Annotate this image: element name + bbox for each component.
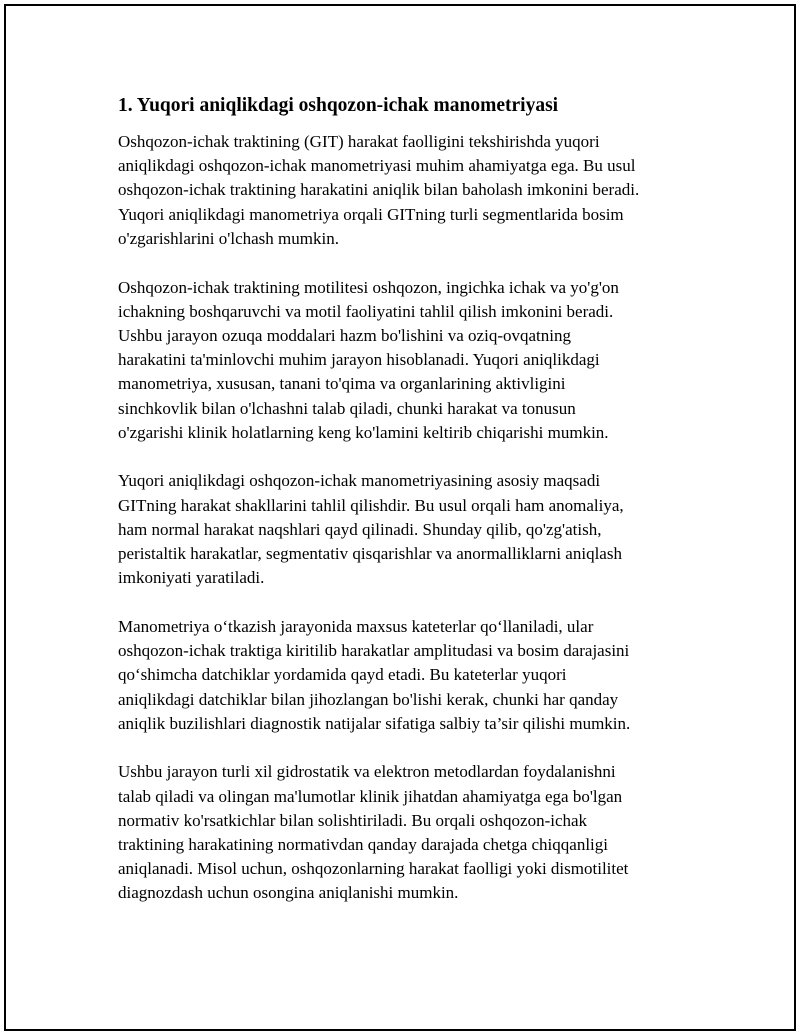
text-line: Yuqori aniqlikdagi oshqozon-ichak manometriyasining asosiy maqsadi: [118, 471, 601, 491]
text-line: qo‘shimcha datchiklar yordamida qayd etadi. Bu kateterlar yuqori: [118, 665, 567, 685]
text-line: Oshqozon-ichak traktining (GIT) harakat faolligini tekshirishda yuqori: [118, 132, 600, 151]
paragraph-4: [118, 615, 698, 736]
paragraph-3: [118, 469, 698, 590]
text-line: Ushbu jarayon turli xil gidrostatik va elektron metodlardan foydalanishni: [118, 762, 616, 782]
text-line: imkoniyati yaratiladi.: [118, 568, 265, 588]
text-line: aniqlanadi. Misol uchun, oshqozonlarning harakat faolligi yoki dismotilitet: [118, 859, 629, 879]
text-line: o'zgarishlarini o'lchash mumkin.: [118, 228, 339, 248]
paragraph-2: [118, 276, 698, 445]
text-line: oshqozon-ichak traktiga kiritilib harakatlar amplitudasi va bosim darajasini: [118, 641, 630, 661]
text-line: manometriya, xususan, tanani to'qima va organlarining aktivligini: [118, 374, 566, 394]
text-line: normativ ko'rsatkichlar bilan solishtiriladi. Bu orqali oshqozon-ichak: [118, 810, 588, 830]
paragraph-1: [118, 130, 698, 251]
text-line: Ushbu jarayon ozuqa moddalari hazm bo'lishini va oziq-ovqatning: [118, 325, 571, 345]
text-line: Oshqozon-ichak traktining motilitesi oshqozon, ingichka ichak va yo'g'on: [118, 277, 619, 297]
text-line: peristaltik harakatlar, segmentativ qisqarishlar va anormalliklarni aniqlash: [118, 544, 622, 564]
document-body: [118, 92, 698, 930]
text-line: sinchkovlik bilan o'lchashni talab qiladi, chunki harakat va tonusun: [118, 398, 576, 418]
text-line: aniqlikdagi oshqozon-ichak manometriyasi muhim ahamiyatga ega. Bu usul: [118, 156, 636, 176]
text-line: diagnozdash uchun osongina aniqlanishi mumkin.: [118, 883, 459, 903]
text-line: ham normal harakat naqshlari qayd qilinadi. Shunday qilib, qo'zg'atish,: [118, 519, 602, 539]
text-line: aniqlik buzilishlari diagnostik natijalar sifatiga salbiy ta’sir qilishi mumkin.: [118, 713, 631, 733]
text-line: talab qiladi va olingan ma'lumotlar klinik jihatdan ahamiyatga ega bo'lgan: [118, 786, 623, 806]
text-line: aniqlikdagi datchiklar bilan jihozlangan bo'lishi kerak, chunki har qanday: [118, 689, 619, 709]
section-heading: 1. Yuqori aniqlikdagi oshqozon-ichak manometriyasi: [118, 95, 559, 116]
paragraph-5: [118, 760, 698, 905]
text-line: Manometriya o‘tkazish jarayonida maxsus kateterlar qo‘llaniladi, ular: [118, 616, 594, 636]
text-line: GITning harakat shakllarini tahlil qilishdir. Bu usul orqali ham anomaliya,: [118, 495, 624, 515]
text-line: oshqozon-ichak traktining harakatini aniqlik bilan baholash imkonini beradi.: [118, 180, 640, 200]
text-line: harakatini ta'minlovchi muhim jarayon hisoblanadi. Yuqori aniqlikdagi: [118, 350, 600, 370]
text-line: ichakning boshqaruvchi va motil faoliyatini tahlil qilish imkonini beradi.: [118, 301, 614, 321]
text-line: o'zgarishi klinik holatlarning keng ko'lamini keltirib chiqarishi mumkin.: [118, 422, 609, 442]
text-line: traktining harakatining normativdan qanday darajada chetga chiqqanligi: [118, 835, 608, 855]
text-line: Yuqori aniqlikdagi manometriya orqali GITning turli segmentlarida bosim: [118, 204, 624, 224]
